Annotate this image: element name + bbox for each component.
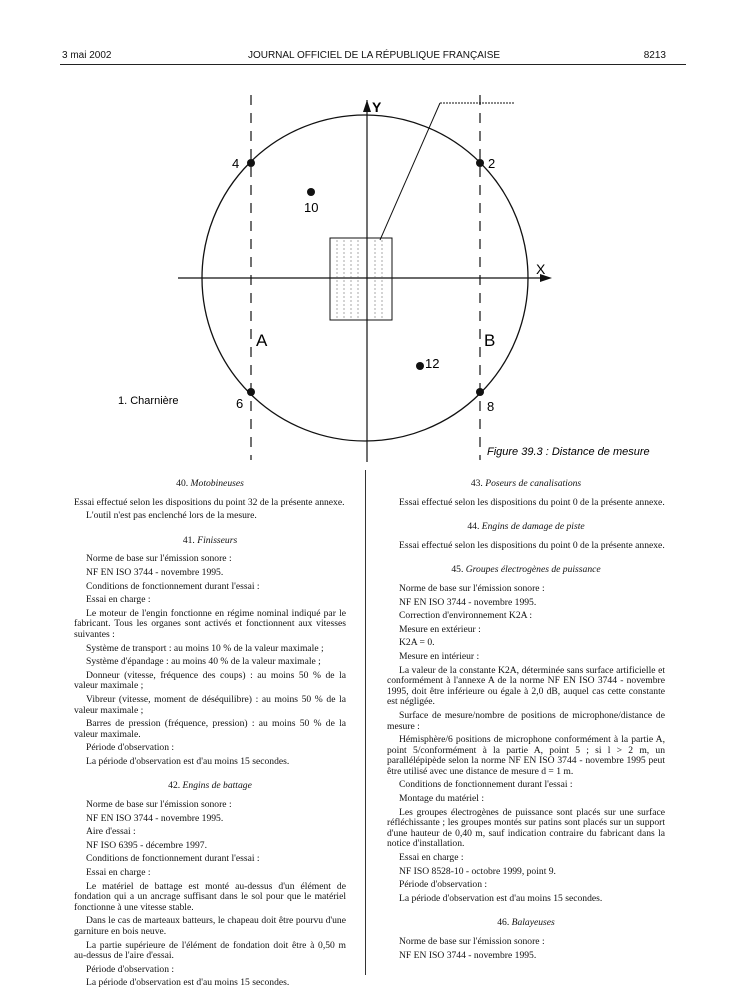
point-2-label: 2: [488, 156, 496, 171]
paragraph: Conditions de fonctionnement durant l'essai :: [86, 853, 260, 865]
section-45-heading: 45. Groupes électrogènes de puissance: [451, 564, 601, 576]
paragraph: Norme de base sur l'émission sonore :: [399, 936, 545, 947]
paragraph: Mesure en extérieur :: [399, 623, 481, 635]
figure-legend: 1. Charnière: [118, 395, 179, 407]
paragraph: Barres de pression (fréquence, pression) : au moins 50 % de la valeur maximale.: [74, 718, 346, 740]
paragraph: La valeur de la constante K2A, déterminée sans surface artificielle et conformément à l'annexe A de la norme NF EN ISO 3744 - novembre 1995, doit être inférieure ou égale à 2,0 dB, auquel cas cette constante est négligée.: [387, 664, 665, 708]
paragraph: Montage du matériel :: [399, 793, 484, 805]
paragraph: Essai en charge :: [86, 594, 151, 606]
paragraph: Période d'observation :: [86, 963, 175, 975]
paragraph: NF EN ISO 3744 - novembre 1995.: [86, 566, 224, 578]
point-4-label: 4: [232, 156, 240, 171]
paragraph: Système d'épandage : au moins 40 % de la valeur maximale ;: [86, 656, 321, 668]
paragraph: Conditions de fonctionnement durant l'essai :: [399, 779, 573, 791]
paragraph: L'outil n'est pas enclenché lors de la mesure.: [86, 510, 257, 522]
section-40-heading: 40. Motobineuses: [176, 478, 244, 489]
point-8-marker: [476, 388, 484, 396]
paragraph: Norme de base sur l'émission sonore :: [399, 582, 545, 594]
point-4-marker: [247, 159, 255, 167]
zone-b-label: B: [484, 331, 496, 350]
section-46-heading: 46. Balayeuses: [497, 917, 555, 929]
paragraph: NF EN ISO 3744 - novembre 1995.: [399, 596, 537, 608]
paragraph: Essai en charge :: [399, 852, 464, 864]
point-12-label: 12: [425, 356, 440, 371]
column-separator: [365, 470, 366, 975]
paragraph: Essai effectué selon les dispositions du point 0 de la présente annexe.: [399, 539, 665, 551]
section-42-heading: 42. Engins de battage: [168, 780, 252, 792]
paragraph: Conditions de fonctionnement durant l'essai :: [86, 580, 260, 592]
paragraph: Hémisphère/6 positions de microphone conformément à la partie A, point 5/conformément à la partie A, point 5 ; si l > 2 m, un parallélépipède selon la norme NF EN ISO 3744 - novembre 1995 peut être utilisé avec une distance de mesure d = 1 m.: [387, 734, 665, 777]
point-10-label: 10: [304, 200, 319, 215]
paragraph: NF EN ISO 3744 - novembre 1995.: [399, 949, 537, 961]
paragraph: La période d'observation est d'au moins 15 secondes.: [86, 977, 290, 989]
point-10-marker: [307, 188, 315, 196]
paragraph: Mesure en intérieur :: [399, 650, 480, 662]
leader-line: [380, 103, 440, 240]
paragraph: NF ISO 6395 - décembre 1997.: [86, 839, 207, 851]
right-column: [387, 477, 665, 964]
paragraph: Essai effectué selon les dispositions du point 0 de la présente annexe.: [399, 496, 665, 508]
figure-caption: Figure 39.3 : Distance de mesure: [487, 446, 650, 458]
point-12-marker: [416, 362, 424, 370]
paragraph: Essai en charge :: [86, 867, 151, 879]
paragraph: Période d'observation :: [86, 742, 175, 754]
x-axis-label: X: [536, 261, 546, 277]
point-2-marker: [476, 159, 484, 167]
paragraph: Norme de base sur l'émission sonore :: [86, 799, 232, 811]
left-column: [74, 477, 346, 992]
central-object: [330, 238, 392, 320]
paragraph: Donneur (vitesse, fréquence des coups) : au moins 50 % de la valeur maximale ;: [74, 669, 346, 692]
paragraph: Dans le cas de marteaux batteurs, le chapeau doit être pourvu d'une garniture en bois neuve.: [74, 915, 346, 937]
point-6-marker: [247, 388, 255, 396]
paragraph: Surface de mesure/nombre de positions de microphone/distance de mesure :: [387, 709, 665, 732]
measurement-figure: [0, 0, 748, 470]
paragraph: Aire d'essai :: [86, 826, 136, 838]
paragraph: La période d'observation est d'au moins 15 secondes.: [399, 892, 603, 904]
header-date: 3 mai 2002: [62, 50, 112, 61]
paragraph: Les groupes électrogènes de puissance sont placés sur une surface réfléchissante ; les groupes montés sur patins sont placés sur un support d'une hauteur de 0,40 m, sauf indication contraire du fabricant dans la notice d'installation.: [387, 806, 665, 850]
paragraph: NF ISO 8528-10 - octobre 1999, point 9.: [399, 865, 556, 877]
header-page-number: 8213: [643, 50, 666, 61]
zone-a-label: A: [256, 331, 268, 350]
paragraph: La partie supérieure de l'élément de fondation doit être à 0,50 m au-dessus de l'aire d'essai.: [74, 939, 346, 962]
paragraph: Norme de base sur l'émission sonore :: [86, 553, 232, 565]
header-journal-title: JOURNAL OFFICIEL DE LA RÉPUBLIQUE FRANÇAISE: [247, 50, 501, 61]
section-44-heading: 44. Engins de damage de piste: [467, 521, 585, 533]
section-41-heading: 41. Finisseurs: [182, 534, 238, 546]
point-6-label: 6: [236, 396, 244, 411]
paragraph: Période d'observation :: [399, 879, 488, 891]
y-axis-arrow: [363, 100, 371, 112]
paragraph: Correction d'environnement K2A :: [399, 610, 533, 622]
paragraph: Système de transport : au moins 10 % de la valeur maximale ;: [86, 642, 324, 654]
paragraph: Vibreur (vitesse, moment de déséquilibre) : au moins 50 % de la valeur maximale ;: [74, 693, 346, 716]
paragraph: La période d'observation est d'au moins 15 secondes.: [86, 755, 290, 767]
section-43-heading: 43. Poseurs de canalisations: [470, 478, 582, 489]
paragraph: Le moteur de l'engin fonctionne en régime nominal indiqué par le fabricant. Tous les organes sont activés et fonctionnent aux vitesses suivantes :: [74, 607, 346, 640]
paragraph: K2A = 0.: [399, 637, 435, 649]
paragraph: Le matériel de battage est monté au-dessus d'un élément de fondation qui a un ancrage suffisant dans le sol pour que le matériel fonctionne à une vitesse stable.: [74, 880, 346, 913]
paragraph: Essai effectué selon les dispositions du point 32 de la présente annexe.: [74, 496, 345, 508]
y-axis-label: Y: [372, 99, 382, 115]
paragraph: NF EN ISO 3744 - novembre 1995.: [86, 812, 224, 824]
point-8-label: 8: [487, 399, 495, 414]
